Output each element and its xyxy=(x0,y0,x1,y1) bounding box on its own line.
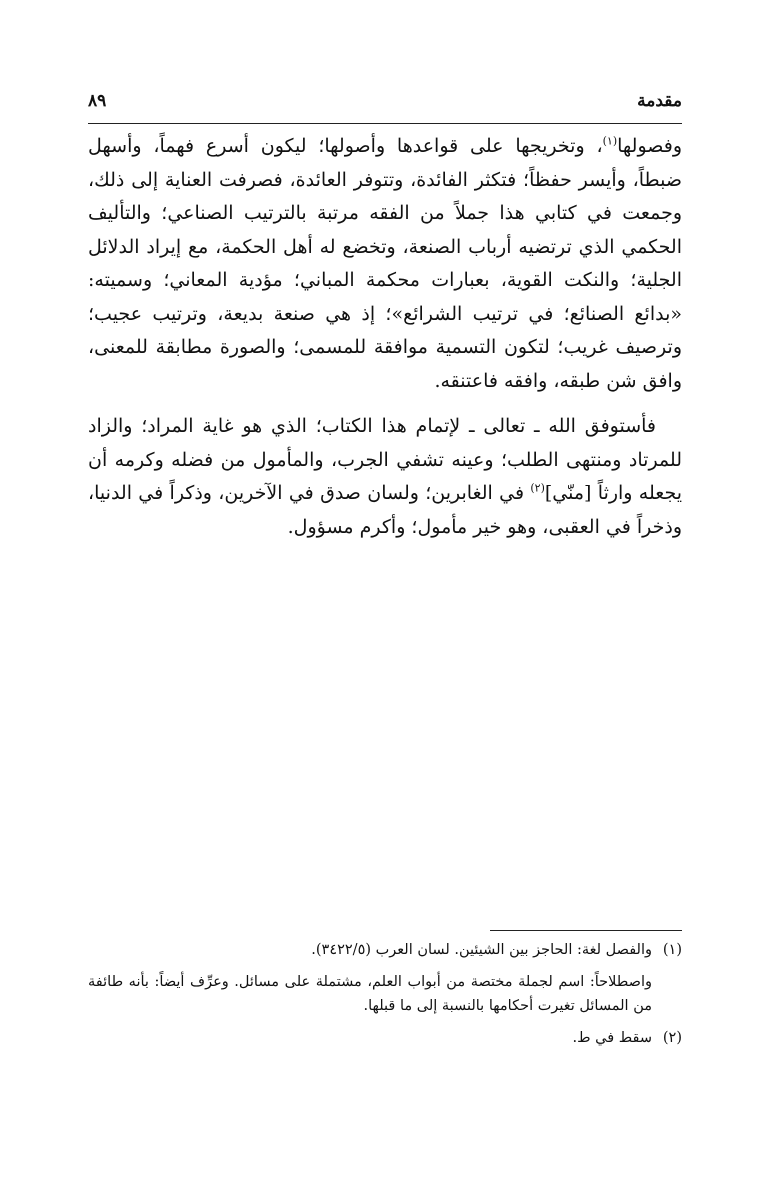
footnote-1-continuation: واصطلاحاً: اسم لجملة مختصة من أبواب العلم، مشتملة على مسائل. وعرِّف أيضاً: بأنه طائفة من المسائل تغيرت أحكامها بالنسبة إلى ما قبلها. xyxy=(88,974,652,1014)
paragraph-1 xyxy=(88,130,682,398)
footnote-1-text: والفصل لغة: الحاجز بين الشيئين. لسان العرب (٣٤٢٢/٥). xyxy=(311,942,652,958)
footnote-1-number: (١) xyxy=(662,942,682,958)
footnote-ref-2: (٢) xyxy=(530,481,545,495)
paragraph-2-text: فأستوفق الله ـ تعالى ـ لإتمام هذا الكتاب؛ الذي هو غاية المراد؛ والزاد للمرتاد ومنتهى الطلب؛ وعينه تشفي الجرب، والمأمول من فضله وكرمه أن يجعله وارثاً [منّي] xyxy=(88,415,683,504)
paragraph-1-text: ، وتخريجها على قواعدها وأصولها؛ ليكون أسرع فهماً، وأسهل ضبطاً، وأيسر حفظاً؛ فتكثر الفائدة، وتتوفر العائدة، فصرفت العناية إلى ذلك، وجمعت في كتابي هذا جملاً من الفقه مرتبة بالترتيب الصناعي؛ والتأليف الحكمي الذي ترتضيه أرباب الصنعة، وتخضع له أهل الحكمة، مع إيراد الدلائل الجلية؛ والنكت القوية، بعبارات محكمة المباني؛ مؤدية المعاني؛ وسميته: «بدائع الصنائع؛ في ترتيب الشرائع»؛ إذ هي صنعة بديعة، وترتيب عجيب؛ وترصيف غريب؛ لتكون التسمية موافقة للمسمى؛ والصورة مطابقة للمعنى، وافق شن طبقه، وافقه فاعتنقه. xyxy=(88,135,682,392)
section-title: مقدمة xyxy=(637,91,682,111)
running-header xyxy=(88,88,682,116)
footnote-1 xyxy=(88,938,682,962)
main-text xyxy=(88,130,682,544)
paragraph-2-closing: في الغابرين؛ ولسان صدق في الآخرين، وذكراً في الدنيا، وذخراً في العقبى، وهو خير مأمول؛ وأكرم مسؤول. xyxy=(88,482,682,538)
footnotes xyxy=(88,938,682,1058)
paragraph-2 xyxy=(88,410,682,544)
footnote-2-text: سقط في ط. xyxy=(572,1030,652,1046)
header-divider xyxy=(88,123,682,124)
paragraph-1-opening: وفصولها xyxy=(617,135,682,157)
footnote-ref-1: (١) xyxy=(602,134,618,148)
footnote-2 xyxy=(88,1026,682,1050)
footnote-divider xyxy=(490,930,682,931)
footnote-2-number: (٢) xyxy=(662,1030,682,1046)
page-number: ٨٩ xyxy=(88,91,107,111)
